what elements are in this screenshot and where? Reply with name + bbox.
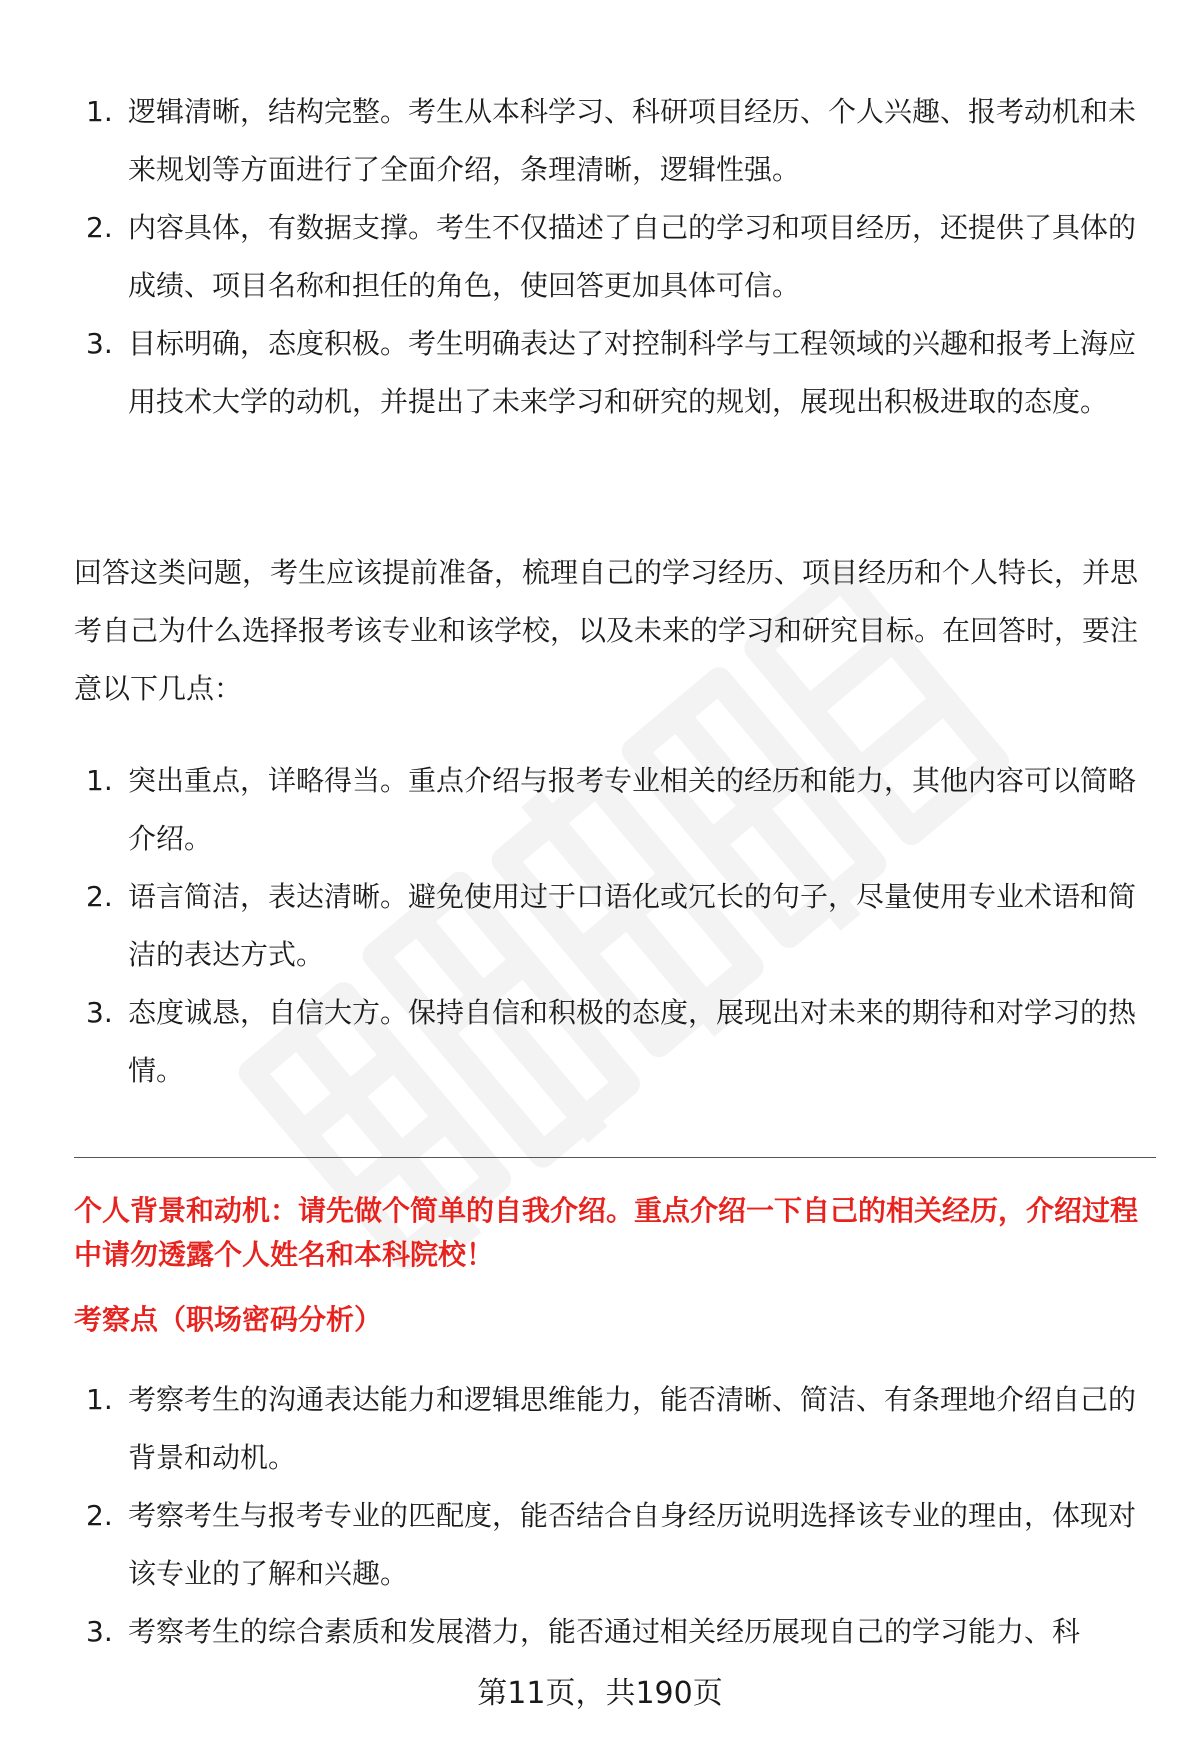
analysis-list: [0, 1371, 1148, 1661]
list-item: [0, 199, 1148, 315]
list-item: [0, 1487, 1148, 1603]
list-number: 3.: [86, 996, 113, 1029]
list-item-text: 态度诚恳，自信大方。保持自信和积极的态度，展现出对未来的期待和对学习的热情。: [128, 996, 1137, 1087]
list-item-text: 突出重点，详略得当。重点介绍与报考专业相关的经历和能力，其他内容可以简略介绍。: [128, 764, 1137, 855]
list-item-text: 内容具体，有数据支撑。考生不仅描述了自己的学习和项目经历，还提供了具体的成绩、项目名称和担任的角色，使回答更加具体可信。: [128, 211, 1137, 302]
list-number: 1.: [86, 1383, 113, 1416]
section-divider: [74, 1157, 1156, 1158]
list-item-text: 考察考生的综合素质和发展潜力，能否通过相关经历展现自己的学习能力、科: [128, 1615, 1081, 1648]
list-number: 1.: [86, 764, 113, 797]
advice-paragraph: 回答这类问题，考生应该提前准备，梳理自己的学习经历、项目经历和个人特长，并思考自己为什么选择报考该专业和该学校，以及未来的学习和研究目标。在回答时，要注意以下几点：: [74, 556, 1139, 705]
page-footer: 第11页，共190页: [477, 1676, 723, 1711]
list-item-text: 语言简洁，表达清晰。避免使用过于口语化或冗长的句子，尽量使用专业术语和简洁的表达方式。: [128, 880, 1137, 971]
list-item-text: 考察考生与报考专业的匹配度，能否结合自身经历说明选择该专业的理由，体现对该专业的了解和兴趣。: [128, 1499, 1137, 1590]
list-item: [0, 1603, 1148, 1661]
list-number: 3.: [86, 327, 113, 360]
list-number: 3.: [86, 1615, 113, 1648]
list-item: [0, 868, 1148, 984]
list-item: [0, 752, 1148, 868]
list-number: 1.: [86, 95, 113, 128]
analysis-heading: 考察点（职场密码分析）: [74, 1303, 383, 1336]
list-number: 2.: [86, 1499, 113, 1532]
question-heading: 个人背景和动机：请先做个简单的自我介绍。重点介绍一下自己的相关经历，介绍过程中请勿透露个人姓名和本科院校！: [74, 1194, 1139, 1271]
list-item: [0, 83, 1148, 199]
list-item: [0, 984, 1148, 1100]
strengths-list: [0, 83, 1148, 431]
list-item: [0, 315, 1148, 431]
list-item-text: 逻辑清晰，结构完整。考生从本科学习、科研项目经历、个人兴趣、报考动机和未来规划等方面进行了全面介绍，条理清晰，逻辑性强。: [128, 95, 1137, 186]
list-item-text: 目标明确，态度积极。考生明确表达了对控制科学与工程领域的兴趣和报考上海应用技术大学的动机，并提出了未来学习和研究的规划，展现出积极进取的态度。: [128, 327, 1137, 418]
tips-list: [0, 752, 1148, 1100]
list-number: 2.: [86, 880, 113, 913]
list-item: [0, 1371, 1148, 1487]
list-item-text: 考察考生的沟通表达能力和逻辑思维能力，能否清晰、简洁、有条理地介绍自己的背景和动机。: [128, 1383, 1137, 1474]
list-number: 2.: [86, 211, 113, 244]
